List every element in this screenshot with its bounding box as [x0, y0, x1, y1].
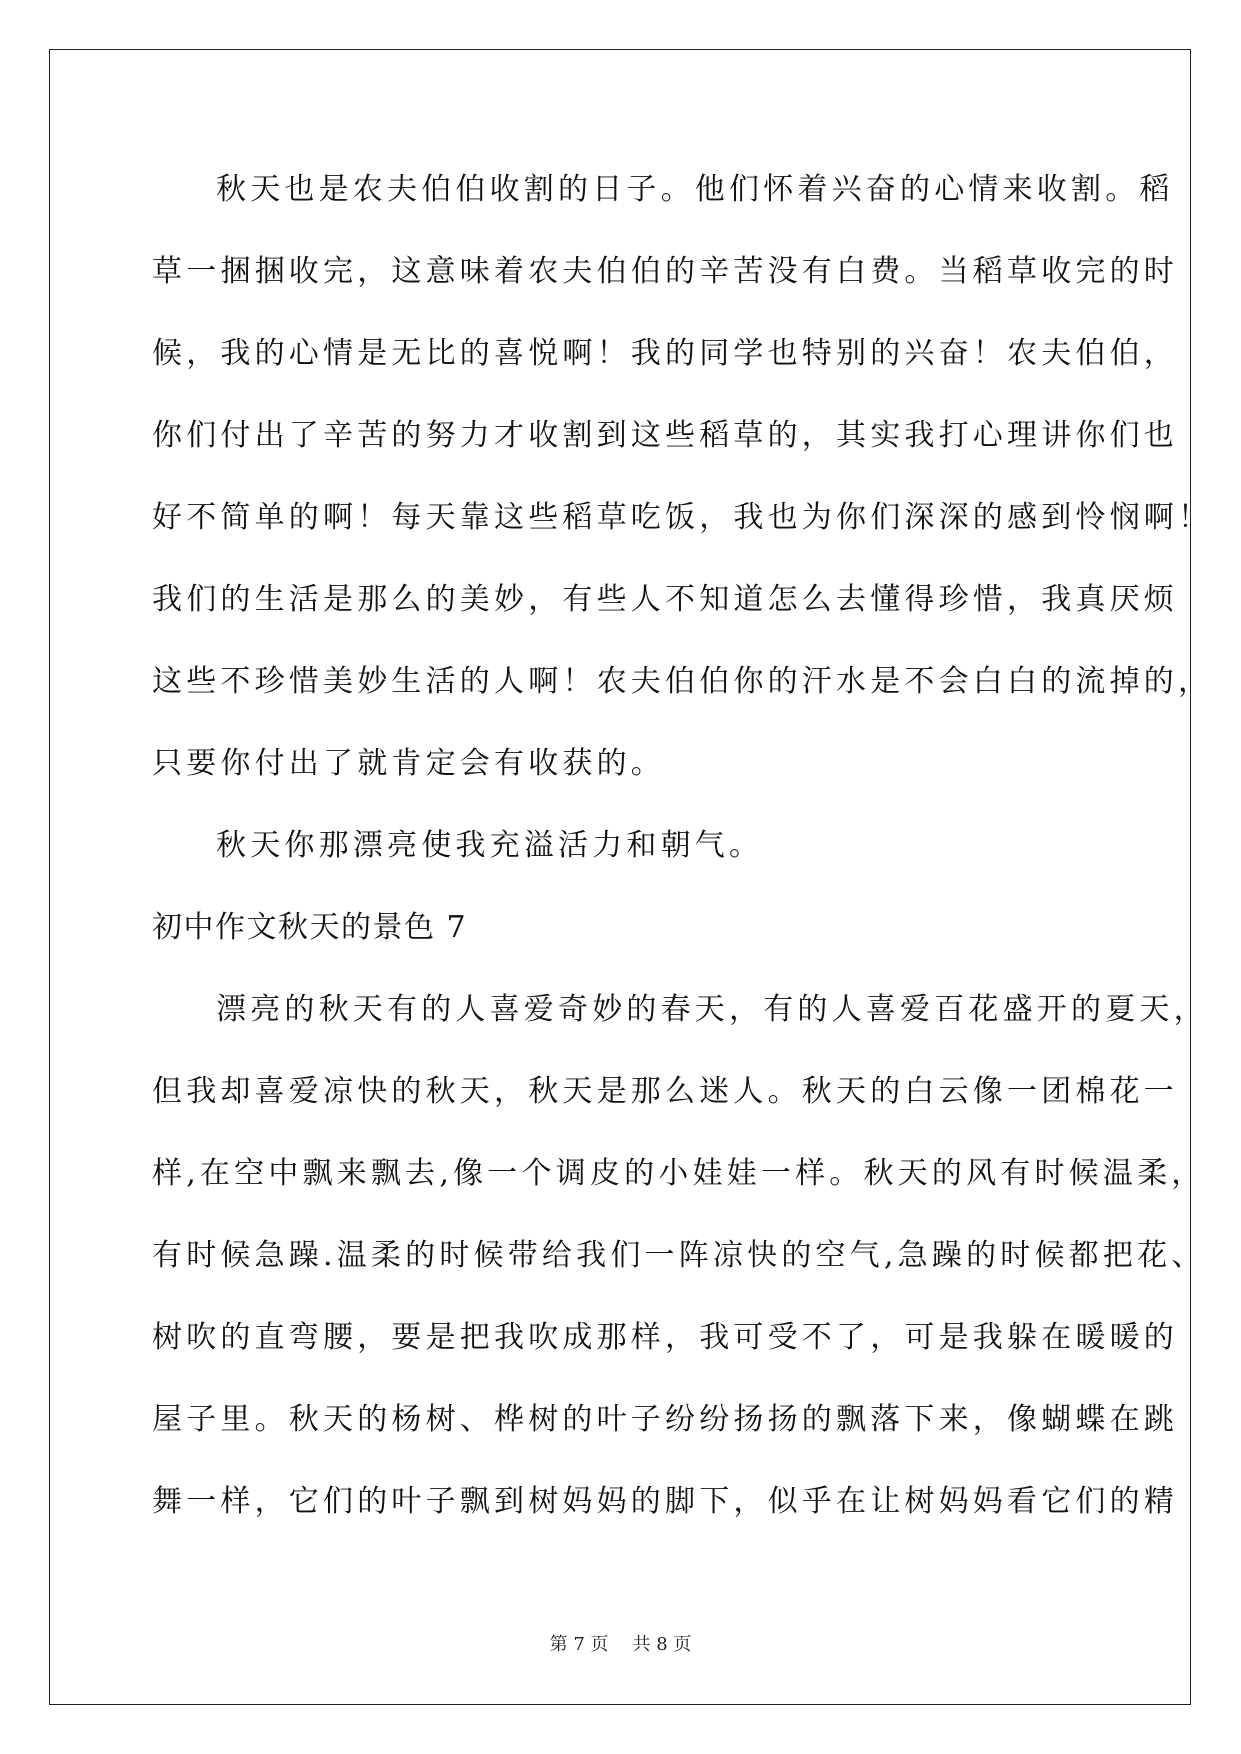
- paragraph-line: 舞一样，它们的叶子飘到树妈妈的脚下，似乎在让树妈妈看它们的精: [152, 1484, 1178, 1519]
- paragraph-line: 我们的生活是那么的美妙，有些人不知道怎么去懂得珍惜，我真厌烦: [152, 582, 1178, 617]
- section-heading: 初中作文秋天的景色 7: [152, 910, 468, 945]
- paragraph-line: 样,在空中飘来飘去,像一个调皮的小娃娃一样。秋天的风有时候温柔，: [152, 1156, 1206, 1191]
- paragraph-line: 秋天也是农夫伯伯收割的日子。他们怀着兴奋的心情来收割。稻: [216, 172, 1174, 207]
- paragraph-line: 但我却喜爱凉快的秋天，秋天是那么迷人。秋天的白云像一团棉花一: [152, 1074, 1178, 1109]
- paragraph-line: 秋天你那漂亮使我充溢活力和朝气。: [216, 828, 764, 863]
- paragraph-line: 只要你付出了就肯定会有收获的。: [152, 746, 665, 781]
- page-number-total: 共 8 页: [632, 1634, 692, 1655]
- paragraph-line: 草一捆捆收完，这意味着农夫伯伯的辛苦没有白费。当稻草收完的时: [152, 254, 1178, 289]
- paragraph-line: 你们付出了辛苦的努力才收割到这些稻草的，其实我打心理讲你们也: [152, 418, 1178, 453]
- paragraph-line: 漂亮的秋天有的人喜爱奇妙的春天，有的人喜爱百花盛开的夏天，: [216, 992, 1208, 1027]
- paragraph-line: 好不简单的啊！每天靠这些稻草吃饭，我也为你们深深的感到怜悯啊！: [152, 500, 1213, 535]
- paragraph-line: 有时候急躁.温柔的时候带给我们一阵凉快的空气,急躁的时候都把花、: [152, 1238, 1206, 1273]
- page-footer: [0, 1630, 1241, 1656]
- paragraph-line: 屋子里。秋天的杨树、桦树的叶子纷纷扬扬的飘落下来，像蝴蝶在跳: [152, 1402, 1178, 1437]
- paragraph-line: 候，我的心情是无比的喜悦啊！我的同学也特别的兴奋！农夫伯伯，: [152, 336, 1178, 371]
- paragraph-line: 树吹的直弯腰，要是把我吹成那样，我可受不了，可是我躲在暖暖的: [152, 1320, 1178, 1355]
- page-number-current: 第 7 页: [549, 1634, 609, 1655]
- paragraph-line: 这些不珍惜美妙生活的人啊！农夫伯伯你的汗水是不会白白的流掉的，: [152, 664, 1213, 699]
- document-body: [152, 160, 1213, 1554]
